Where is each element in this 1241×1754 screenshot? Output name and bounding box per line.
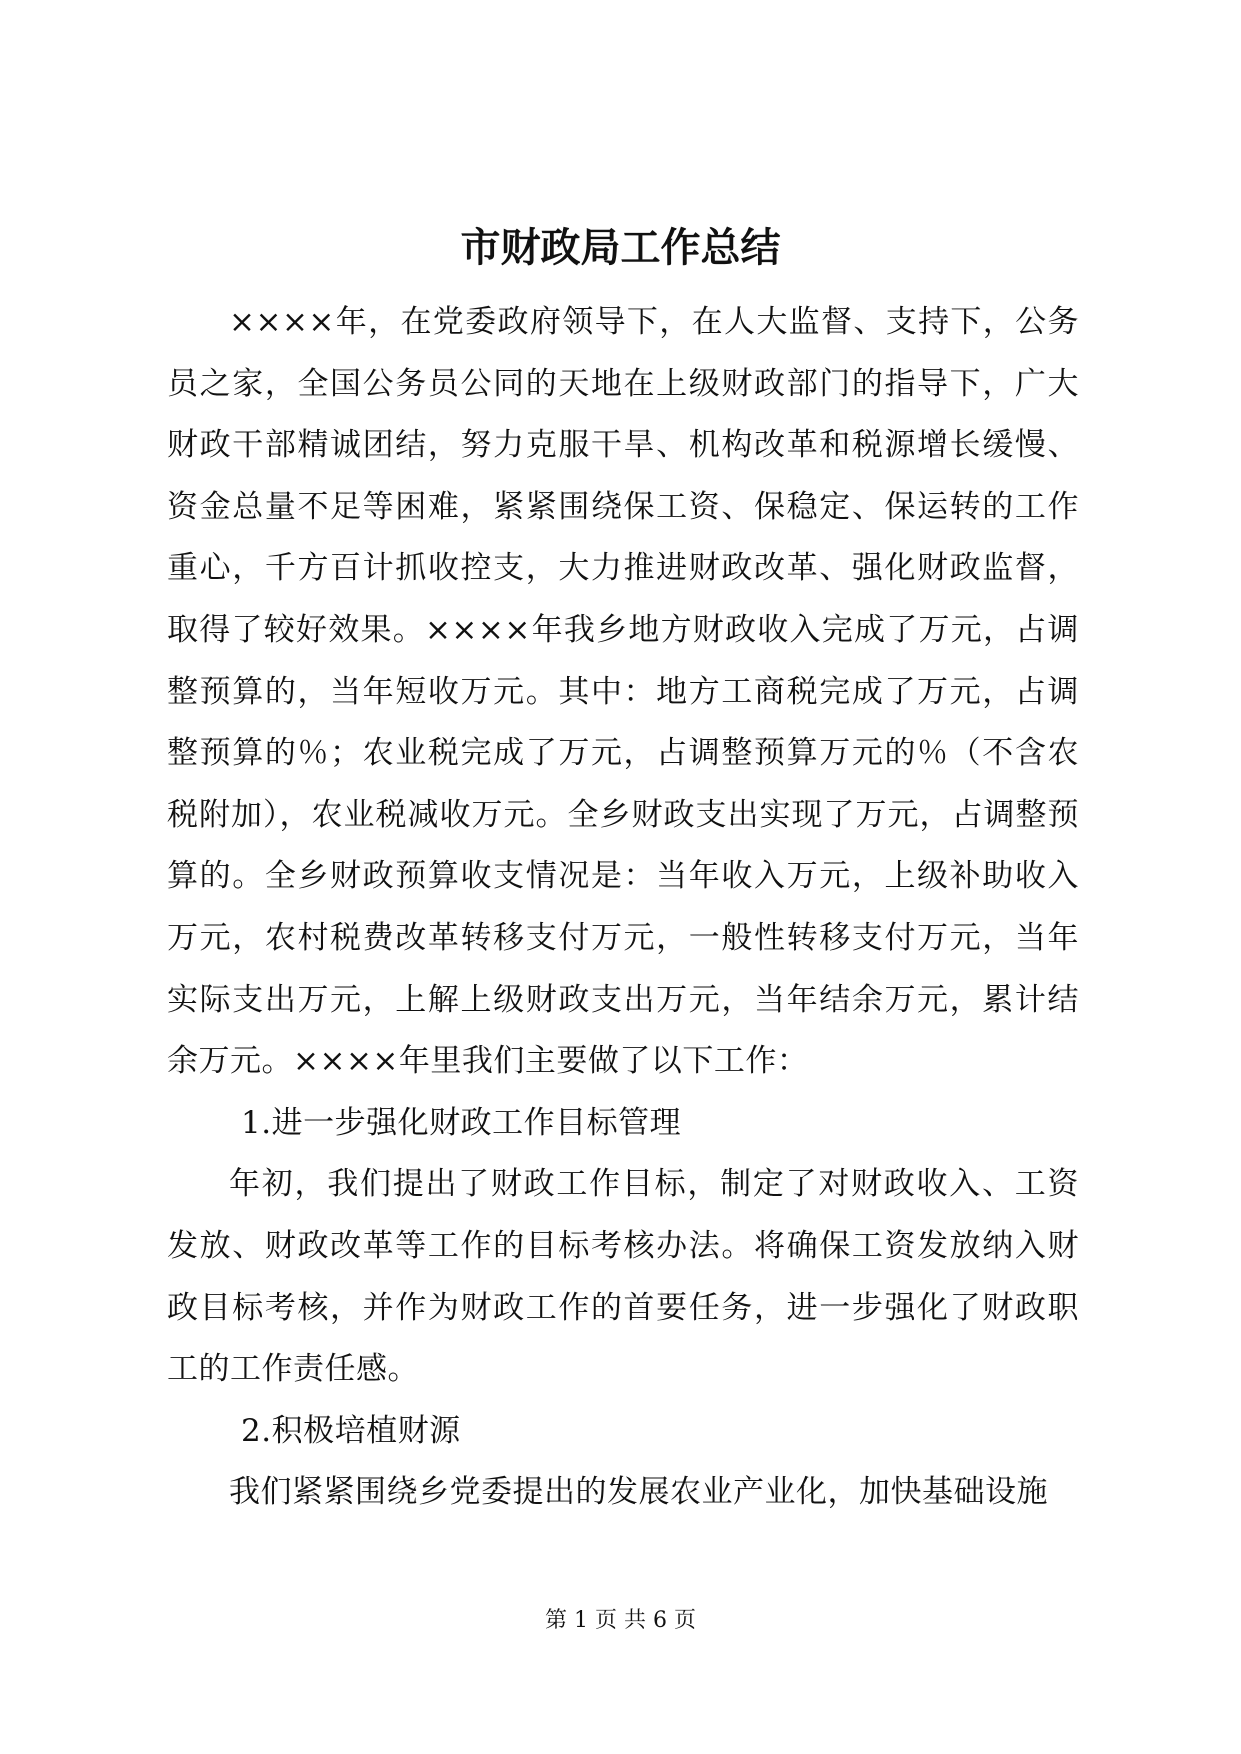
document-title: 市财政局工作总结: [460, 224, 781, 271]
section-heading-2: 2.积极培植财源: [241, 1412, 461, 1449]
document-body: [167, 292, 1079, 1524]
page-footer: 第 1 页 共 6 页: [545, 1608, 696, 1633]
section-heading-1: 1.进一步强化财政工作目标管理: [241, 1104, 682, 1141]
paragraph-section-1: 年初，我们提出了财政工作目标，制定了对财政收入、工资发放、财政改革等工作的目标考核办法。将确保工资发放纳入财政目标考核，并作为财政工作的首要任务，进一步强化了财政职工的工作责任感。: [167, 1166, 1079, 1388]
paragraph-section-2: 我们紧紧围绕乡党委提出的发展农业产业化，加快基础设施: [229, 1474, 1048, 1511]
paragraph-intro: ××××年，在党委政府领导下，在人大监督、支持下，公务员之家，全国公务员公同的天地在上级财政部门的指导下，广大财政干部精诚团结，努力克服干旱、机构改革和税源增长缓慢、资金总量不足等困难，紧紧围绕保工资、保稳定、保运转的工作重心，千方百计抓收控支，大力推进财政改革、强化财政监督，取得了较好效果。××××年我乡地方财政收入完成了万元，占调整预算的，当年短收万元。其中：地方工商税完成了万元，占调整预算的％；农业税完成了万元，占调整预算万元的％（不含农税附加），农业税减收万元。全乡财政支出实现了万元，占调整预算的。全乡财政预算收支情况是：当年收入万元，上级补助收入万元，农村税费改革转移支付万元，一般性转移支付万元，当年实际支出万元，上解上级财政支出万元，当年结余万元，累计结余万元。××××年里我们主要做了以下工作：: [167, 304, 1079, 1080]
